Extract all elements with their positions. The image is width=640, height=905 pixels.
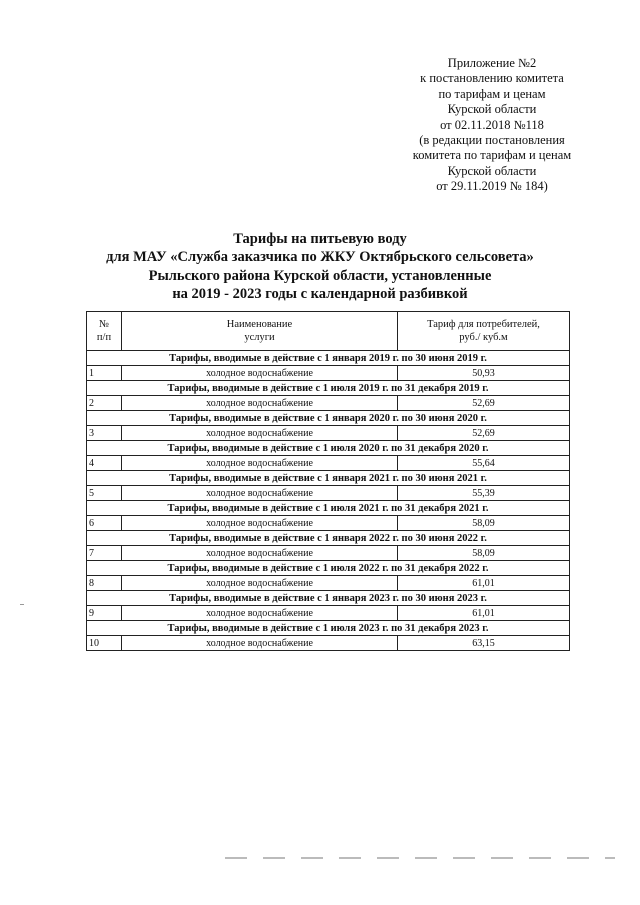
period-row xyxy=(87,531,570,546)
table-row xyxy=(87,486,570,501)
period-label: Тарифы, вводимые в действие с 1 января 2020 г. по 30 июня 2020 г. xyxy=(87,411,570,426)
tariff-value: 58,09 xyxy=(398,516,570,531)
table-row xyxy=(87,546,570,561)
tariff-value: 52,69 xyxy=(398,396,570,411)
title-line: на 2019 - 2023 годы с календарной разбивкой xyxy=(172,285,468,302)
row-number: 8 xyxy=(87,576,122,591)
title-line: для МАУ «Служба заказчика по ЖКУ Октябрьского сельсовета» xyxy=(106,249,534,266)
appendix-line: от 02.11.2018 №118 xyxy=(440,117,544,132)
period-row xyxy=(87,621,570,636)
period-label: Тарифы, вводимые в действие с 1 июля 2022 г. по 31 декабря 2022 г. xyxy=(87,561,570,576)
row-number: 1 xyxy=(87,366,122,381)
title-line: Тарифы на питьевую воду xyxy=(233,231,407,247)
tariff-value: 63,15 xyxy=(398,636,570,651)
service-name: холодное водоснабжение xyxy=(122,636,398,651)
table-row xyxy=(87,456,570,471)
tariff-value: 52,69 xyxy=(398,426,570,441)
header-service-name: Наименование услуги xyxy=(122,312,398,351)
row-number: 3 xyxy=(87,426,122,441)
period-label: Тарифы, вводимые в действие с 1 июля 2020 г. по 31 декабря 2020 г. xyxy=(87,441,570,456)
appendix-line: Курской области xyxy=(447,102,537,117)
header-tariff: Тариф для потребителей, руб./ куб.м xyxy=(398,312,570,351)
footer-decoration xyxy=(225,857,615,859)
tariff-table xyxy=(86,311,570,651)
table-row xyxy=(87,636,570,651)
row-number: 2 xyxy=(87,396,122,411)
table-row xyxy=(87,366,570,381)
appendix-line: от 29.11.2019 № 184) xyxy=(436,179,548,194)
period-row xyxy=(87,441,570,456)
period-row xyxy=(87,471,570,486)
row-number: 6 xyxy=(87,516,122,531)
period-label: Тарифы, вводимые в действие с 1 января 2019 г. по 30 июня 2019 г. xyxy=(87,351,570,366)
period-label: Тарифы, вводимые в действие с 1 января 2023 г. по 30 июня 2023 г. xyxy=(87,591,570,606)
appendix-line: по тарифам и ценам xyxy=(438,86,546,101)
period-label: Тарифы, вводимые в действие с 1 июля 2023 г. по 31 декабря 2023 г. xyxy=(87,621,570,636)
period-label: Тарифы, вводимые в действие с 1 января 2021 г. по 30 июня 2021 г. xyxy=(87,471,570,486)
service-name: холодное водоснабжение xyxy=(122,606,398,621)
period-row xyxy=(87,351,570,366)
tariff-value: 55,39 xyxy=(398,486,570,501)
period-label: Тарифы, вводимые в действие с 1 июля 2021 г. по 31 декабря 2021 г. xyxy=(87,501,570,516)
tariff-value: 61,01 xyxy=(398,576,570,591)
row-number: 7 xyxy=(87,546,122,561)
table-row xyxy=(87,606,570,621)
period-row xyxy=(87,381,570,396)
tariff-value: 61,01 xyxy=(398,606,570,621)
title-line: Рыльского района Курской области, установленные xyxy=(148,267,492,284)
row-number: 9 xyxy=(87,606,122,621)
table-row xyxy=(87,576,570,591)
service-name: холодное водоснабжение xyxy=(122,516,398,531)
period-label: Тарифы, вводимые в действие с 1 января 2022 г. по 30 июня 2022 г. xyxy=(87,531,570,546)
table-row xyxy=(87,396,570,411)
table-header-row xyxy=(87,312,570,351)
service-name: холодное водоснабжение xyxy=(122,486,398,501)
appendix-line: к постановлению комитета xyxy=(420,71,564,86)
appendix-line: комитета по тарифам и ценам xyxy=(412,148,572,163)
row-number: 4 xyxy=(87,456,122,471)
appendix-block xyxy=(392,56,592,195)
table-body xyxy=(87,351,570,651)
service-name: холодное водоснабжение xyxy=(122,396,398,411)
appendix-line: Приложение №2 xyxy=(447,56,537,70)
row-number: 10 xyxy=(87,636,122,651)
period-row xyxy=(87,561,570,576)
tariff-value: 55,64 xyxy=(398,456,570,471)
margin-mark xyxy=(20,604,24,605)
period-row xyxy=(87,501,570,516)
period-row xyxy=(87,591,570,606)
service-name: холодное водоснабжение xyxy=(122,456,398,471)
tariff-value: 58,09 xyxy=(398,546,570,561)
tariff-value: 50,93 xyxy=(398,366,570,381)
document-title xyxy=(60,230,580,303)
service-name: холодное водоснабжение xyxy=(122,366,398,381)
service-name: холодное водоснабжение xyxy=(122,576,398,591)
period-row xyxy=(87,411,570,426)
appendix-line: Курской области xyxy=(447,163,537,178)
table-row xyxy=(87,426,570,441)
service-name: холодное водоснабжение xyxy=(122,546,398,561)
service-name: холодное водоснабжение xyxy=(122,426,398,441)
row-number: 5 xyxy=(87,486,122,501)
appendix-line: (в редакции постановления xyxy=(419,133,565,148)
period-label: Тарифы, вводимые в действие с 1 июля 2019 г. по 31 декабря 2019 г. xyxy=(87,381,570,396)
table-row xyxy=(87,516,570,531)
header-number: № п/п xyxy=(87,312,122,351)
